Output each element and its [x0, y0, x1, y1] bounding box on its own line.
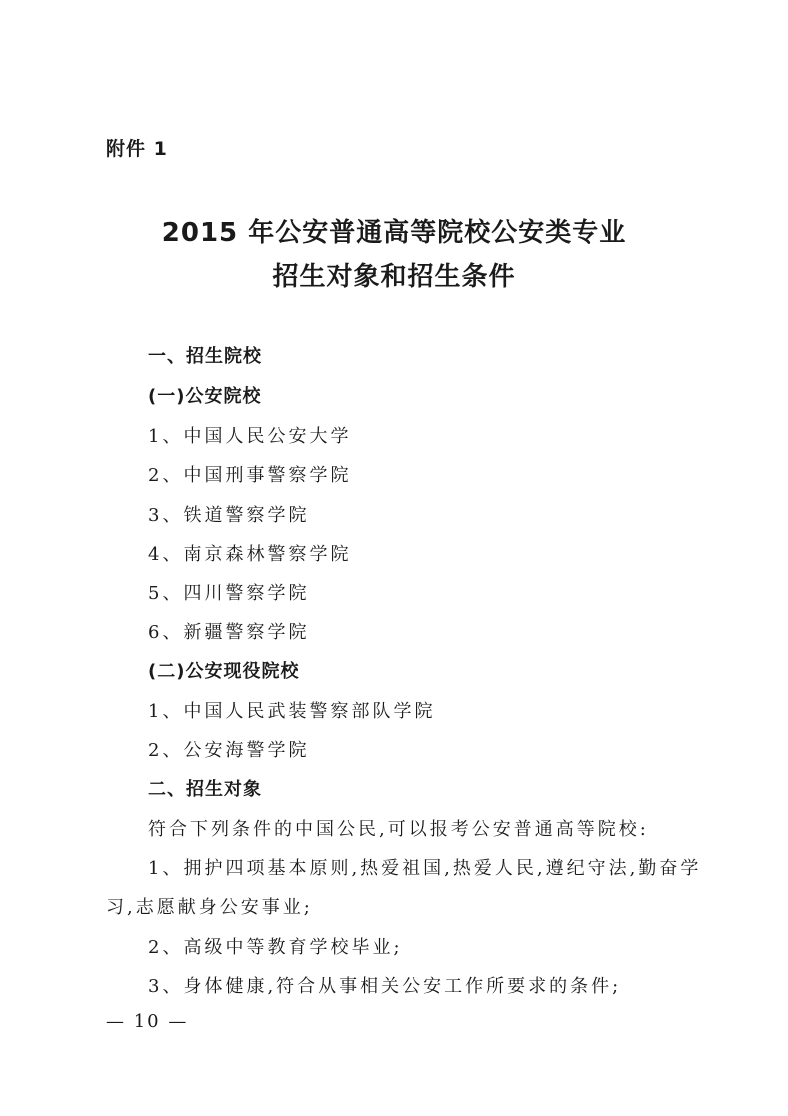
condition-item-3: 3、身体健康,符合从事相关公安工作所要求的条件; [148, 976, 622, 997]
section-2-heading: 二、招生对象 [148, 779, 262, 800]
subsection-2-heading: (二)公安现役院校 [148, 661, 300, 682]
list-item: 3、铁道警察学院 [148, 505, 310, 526]
document-title-line-2: 招生对象和招生条件 [272, 262, 516, 292]
list-item: 5、四川警察学院 [148, 583, 310, 604]
section-1-heading: 一、招生院校 [148, 346, 262, 367]
list-item: 1、中国人民公安大学 [148, 426, 352, 447]
condition-item-2: 2、高级中等教育学校毕业; [148, 937, 403, 958]
page-number: — 10 — [106, 1011, 189, 1032]
subsection-1-heading: (一)公安院校 [148, 386, 262, 407]
section-2-intro: 符合下列条件的中国公民,可以报考公安普通高等院校: [148, 819, 649, 840]
list-item: 4、南京森林警察学院 [148, 544, 352, 565]
list-item: 2、中国刑事警察学院 [148, 465, 352, 486]
list-item: 6、新疆警察学院 [148, 622, 310, 643]
list-item: 1、中国人民武装警察部队学院 [148, 701, 436, 722]
condition-item-1-continuation: 习,志愿献身公安事业; [106, 897, 313, 918]
list-item: 2、公安海警学院 [148, 740, 310, 761]
condition-item-1: 1、拥护四项基本原则,热爱祖国,热爱人民,遵纪守法,勤奋学 [148, 858, 702, 879]
attachment-label: 附件 1 [106, 138, 168, 160]
document-title-line-1: 2015 年公安普通高等院校公安类专业 [161, 218, 627, 248]
